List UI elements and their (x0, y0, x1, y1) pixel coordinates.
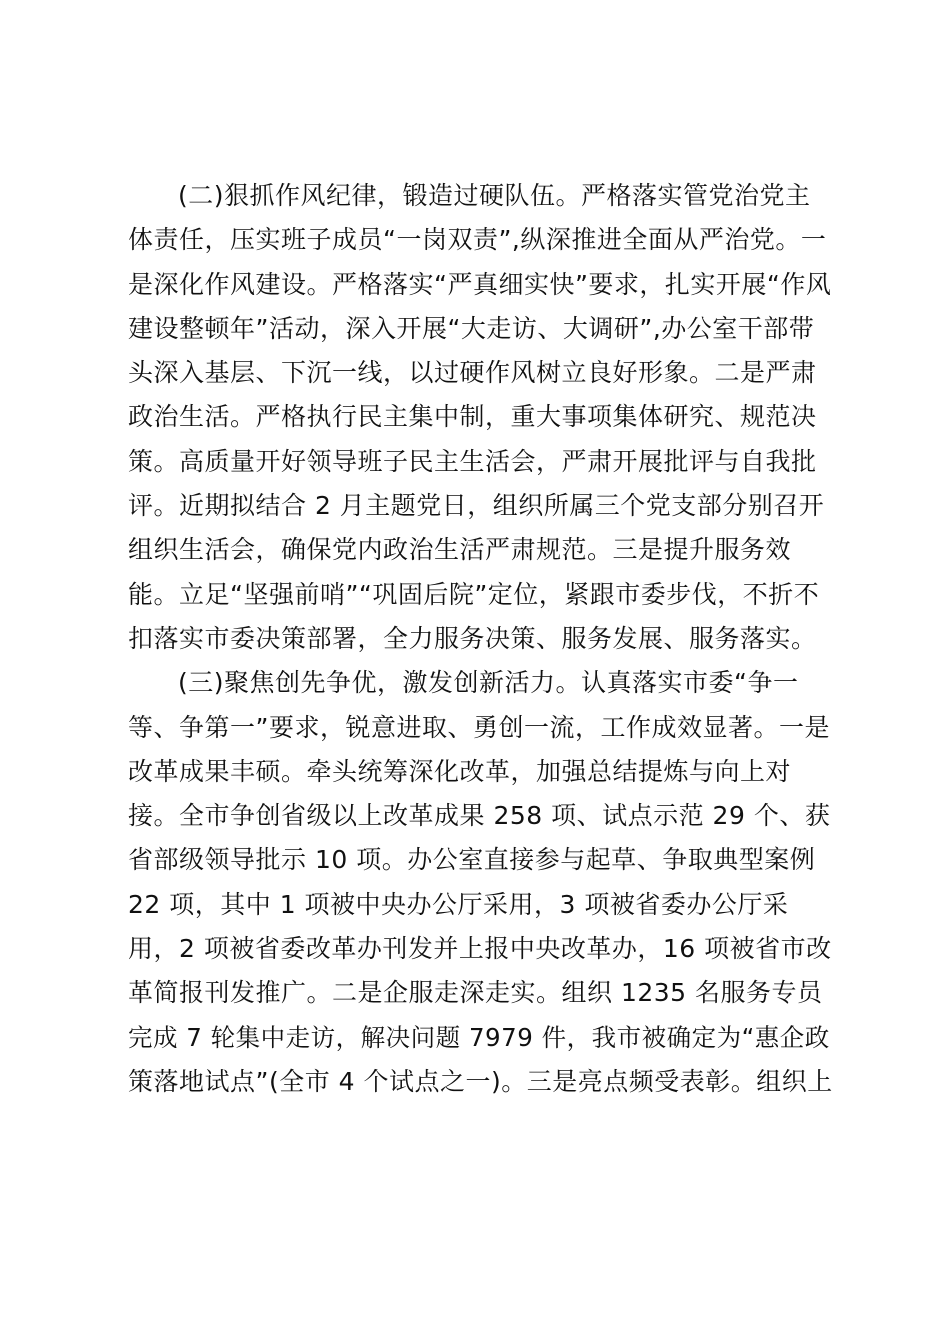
text-line: 革简报刊发推广。二是企服走深走实。组织 1235 名服务专员 (128, 978, 823, 1008)
text-line: 头深入基层、下沉一线，以过硬作风树立良好形象。二是严肃 (128, 358, 817, 388)
text-line: 评。近期拟结合 2 月主题党日，组织所属三个党支部分别召开 (128, 491, 825, 521)
paragraph-3-heading-line: (三)聚焦创先争优，激发创新活力。认真落实市委“争一 (178, 668, 799, 698)
text-line: 是深化作风建设。严格落实“严真细实快”要求，扎实开展“作风 (128, 269, 832, 299)
paragraph-2-heading-line: (二)狠抓作风纪律，锻造过硬队伍。严格落实管党治党主 (178, 181, 811, 210)
text-line: 用，2 项被省委改革办刊发并上报中央改革办，16 项被省市改 (128, 934, 832, 964)
text-line: 22 项，其中 1 项被中央办公厅采用，3 项被省委办公厅采 (128, 889, 789, 919)
body-text (128, 174, 840, 1104)
text-line: 策。高质量开好领导班子民主生活会，严肃开展批评与自我批 (128, 446, 817, 476)
text-line: 政治生活。严格执行民主集中制，重大事项集体研究、规范决 (128, 402, 817, 432)
text-line: 改革成果丰硕。牵头统筹深化改革，加强总结提炼与向上对 (128, 756, 792, 786)
text-line: 组织生活会，确保党内政治生活严肃规范。三是提升服务效 (128, 535, 792, 565)
text-line: 建设整顿年”活动，深入开展“大走访、大调研”,办公室干部带 (128, 313, 815, 343)
text-line: 省部级领导批示 10 项。办公室直接参与起草、争取典型案例 (128, 845, 816, 875)
text-line: 策落地试点”(全市 4 个试点之一)。三是亮点频受表彰。组织上 (128, 1066, 833, 1096)
text-line: 扣落实市委决策部署，全力服务决策、服务发展、服务落实。 (128, 623, 817, 653)
text-line: 体责任，压实班子成员“一岗双责”,纵深推进全面从严治党。一 (128, 225, 827, 255)
text-line: 等、争第一”要求，锐意进取、勇创一流，工作成效显著。一是 (128, 712, 830, 742)
text-line: 完成 7 轮集中走访，解决问题 7979 件，我市被确定为“惠企政 (128, 1022, 830, 1052)
text-line: 接。全市争创省级以上改革成果 258 项、试点示范 29 个、获 (128, 801, 831, 831)
text-line: 能。立足“坚强前哨”“巩固后院”定位，紧跟市委步伐，不折不 (128, 579, 820, 609)
